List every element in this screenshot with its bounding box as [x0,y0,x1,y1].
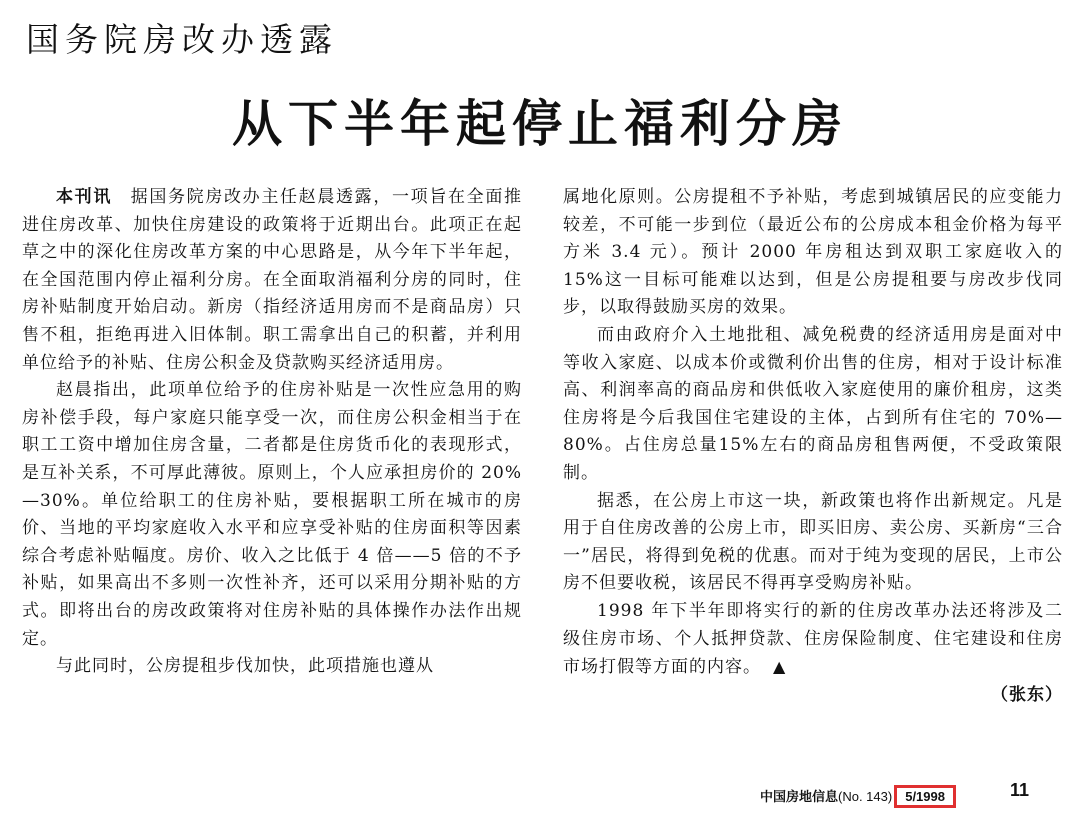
article-paragraph: 而由政府介入土地批租、减免税费的经济适用房是面对中等收入家庭、以成本价或微利价出售的住房，相对于设计标准高、利润率高的商品房和供低收入家庭使用的廉价租房，这类住房将是今后我国住宅建设的主体，占到所有住宅的 70%—80%。占住房总量15%左右的商品房租售两便，不受政策限制。 [563,324,1063,483]
issue-year-highlight: 5/1998 [894,785,956,808]
article-paragraph: 赵晨指出，此项单位给予的住房补贴是一次性应急用的购房补偿手段，每户家庭只能享受一次，而住房公积金相当于在职工工资中增加住房含量，二者都是住房货币化的表现形式，是互补关系，不可厚此薄彼。原则上，个人应承担房价的 20%—30%。单位给职工的住房补贴，要根据职工所在城市的房价、当地的平均家庭收入水平和应享受补贴的住房面积等因素综合考虑补贴幅度。房价、收入之比低于 4 倍——5 倍的不予补贴，如果高出不多则一次性补齐，还可以采用分期补贴的方式。即将出台的房改政策将对住房补贴的具体操作办法作出规定。 [22,380,522,649]
article-paragraph [563,598,1063,682]
article-column-left [22,184,522,681]
lead-label: 本刊讯 [56,187,112,207]
issue-number: (No. 143) [838,789,893,804]
publication-name: 中国房地信息 [760,789,839,804]
page-number: 11 [1010,780,1030,800]
headline: 从下半年起停止福利分房 [232,94,848,153]
byline: （张东） [991,684,1063,705]
article-paragraph [22,184,522,377]
article-paragraph: 与此同时，公房提租步伐加快，此项措施也遵从 [56,656,434,677]
article-paragraph-continued: 属地化原则。公房提租不予补贴，考虑到城镇居民的应变能力较差，不可能一步到位（最近公布的公房成本租金价格为每平方米 3.4 元）。预计 2000 年房租达到双职工家庭收入的 15%这一目标可能难以达到，但是公房提租要与房改步伐同步，以取得鼓励买房的效果。 [563,187,1063,318]
end-mark-icon: ▲ [773,657,787,677]
paragraph-text: 据国务院房改办主任赵晨透露，一项旨在全面推进住房改革、加快住房建设的政策将于近期出台。此项正在起草之中的深化住房改革方案的中心思路是，从今年下半年起，在全国范围内停止福利分房。在全面取消福利分房的同时，住房补贴制度开始启动。新房（指经济适用房而不是商品房）只售不租，拒绝再进入旧体制。职工需拿出自己的积蓄，并利用单位给予的补贴、住房公积金及贷款购买经济适用房。 [22,187,523,373]
footer [760,785,956,808]
paragraph-text: 1998 年下半年即将实行的新的住房改革办法还将涉及二级住房市场、个人抵押贷款、住房保险制度、住宅建设和住房市场打假等方面的内容。 [563,600,1063,678]
article-paragraph: 据悉，在公房上市这一块，新政策也将作出新规定。凡是用于自住房改善的公房上市，即买旧房、卖公房、买新房“三合一”居民，将得到免税的优惠。而对于纯为变现的居民，上市公房不但要收税，该居民不得再享受购房补贴。 [563,490,1063,594]
kicker: 国务院房改办透露 [26,20,338,59]
article-column-right [563,184,1063,709]
